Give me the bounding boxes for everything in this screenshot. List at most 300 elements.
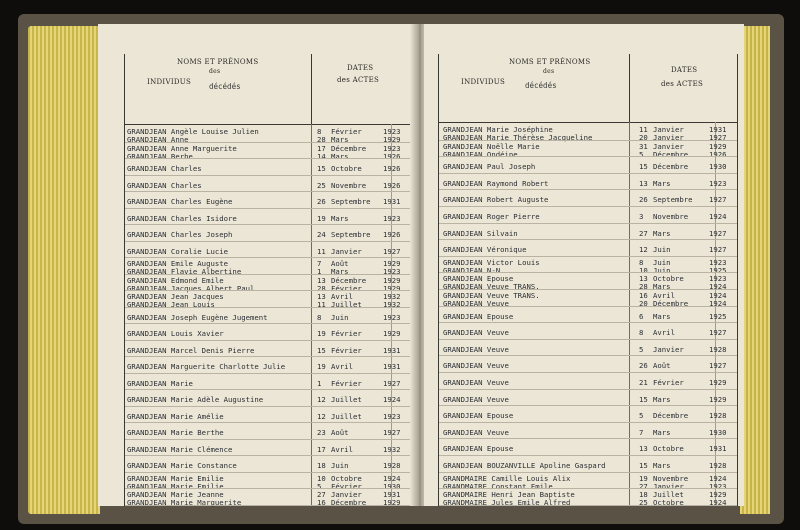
entry-year: 1931 <box>383 197 401 206</box>
register-entry <box>125 423 411 440</box>
entry-day: 7 <box>317 259 322 268</box>
entry-year: 1929 <box>383 283 401 293</box>
register-entry <box>125 159 411 176</box>
dates-header: DATES <box>671 66 698 74</box>
entry-month: Janvier <box>331 246 362 256</box>
entry-day: 15 <box>317 164 326 173</box>
entry-year: 1923 <box>709 257 727 267</box>
entry-name: GRANDJEAN Edmond Emile <box>127 275 224 285</box>
register-entry <box>125 341 411 358</box>
entry-month: Décembre <box>331 143 367 153</box>
entry-day: 8 <box>639 257 644 267</box>
register-entry <box>439 157 737 174</box>
entry-day: 19 <box>639 473 648 483</box>
register-entry <box>125 456 411 473</box>
register-entry <box>439 307 737 324</box>
entry-day: 5 <box>639 344 644 354</box>
entry-year: 1927 <box>709 245 727 255</box>
entry-month: Octobre <box>331 473 362 483</box>
entry-year: 1929 <box>709 141 727 151</box>
register-entry <box>439 373 737 390</box>
entry-month: Septembre <box>653 195 693 205</box>
entry-day: 26 <box>639 195 648 205</box>
entry-name: GRANDJEAN Marie Marguerite <box>127 498 242 507</box>
register-entry <box>439 489 737 506</box>
entry-day: 17 <box>317 444 326 454</box>
entry-month: Juin <box>331 461 349 470</box>
entry-name: GRANDJEAN Paul Joseph <box>443 162 536 172</box>
entry-month: Juin <box>331 312 349 322</box>
entry-name: GRANDJEAN Marie Berthe <box>127 428 224 437</box>
entry-year: 1924 <box>709 473 727 483</box>
entry-name: GRANDJEAN Veuve <box>443 299 509 308</box>
entry-month: Mars <box>653 228 671 238</box>
entry-month: Juillet <box>653 490 684 500</box>
entry-month: Juin <box>653 265 671 275</box>
entry-month: Avril <box>653 328 675 338</box>
entry-name: GRANDJEAN Veuve <box>443 378 509 387</box>
register-entry <box>125 407 411 424</box>
entry-name: GRANDJEAN Veuve TRANS. <box>443 282 540 292</box>
entry-year: 1923 <box>383 267 401 276</box>
register-entry <box>439 240 737 257</box>
entry-name: GRANDJEAN Marie Amélie <box>127 411 224 421</box>
entry-day: 15 <box>639 461 648 470</box>
left-page <box>98 24 416 506</box>
entry-year: 1929 <box>383 498 401 507</box>
register-entry <box>125 308 411 325</box>
entry-year: 1928 <box>383 461 401 470</box>
entry-day: 24 <box>317 230 326 239</box>
header-divider <box>311 54 312 124</box>
entry-day: 8 <box>317 127 322 136</box>
entry-day: 5 <box>639 149 644 159</box>
entry-month: Novembre <box>653 473 689 483</box>
dates-header: DATES <box>347 64 374 72</box>
entry-year: 1923 <box>383 143 401 153</box>
entry-name: GRANDJEAN Veuve <box>443 427 509 437</box>
entry-year: 1930 <box>709 162 727 172</box>
entry-year: 1923 <box>383 312 401 322</box>
entry-day: 28 <box>317 135 326 144</box>
register-entry <box>125 192 411 209</box>
entry-year: 1929 <box>709 394 727 404</box>
entry-month: Mars <box>331 135 349 144</box>
register-entry <box>125 374 411 391</box>
entry-month: Février <box>331 481 362 491</box>
page-stack-right <box>740 26 770 514</box>
entry-month: Décembre <box>653 162 689 172</box>
entry-name: GRANDJEAN Anne <box>127 135 189 144</box>
entry-day: 11 <box>639 125 648 134</box>
entry-month: Juillet <box>331 411 362 421</box>
entry-day: 13 <box>639 178 648 188</box>
register-entry <box>439 190 737 207</box>
entry-month: Août <box>331 259 349 268</box>
entry-day: 15 <box>639 162 648 172</box>
entry-year: 1929 <box>383 135 401 144</box>
entry-year: 1927 <box>383 378 401 388</box>
entry-day: 27 <box>639 481 648 491</box>
entry-name: GRANDJEAN Marie Thérèse Jacqueline <box>443 133 593 142</box>
entry-day: 16 <box>639 291 648 300</box>
register-entry <box>439 406 737 423</box>
entry-name: GRANDMAIRE Constant Emile <box>443 481 553 491</box>
register-entry <box>439 323 737 340</box>
entry-year: 1930 <box>709 427 727 437</box>
entry-day: 13 <box>317 292 326 301</box>
names-header-sub: des <box>543 68 555 75</box>
entry-year: 1926 <box>383 180 401 190</box>
entry-year: 1924 <box>383 473 401 483</box>
register-entry <box>125 176 411 193</box>
entry-name: GRANDJEAN Marie Jeanne <box>127 490 224 499</box>
entry-year: 1925 <box>709 265 727 275</box>
right-register-frame <box>438 54 738 506</box>
entry-month: Avril <box>653 291 675 300</box>
dates-header-sub: des ACTES <box>337 76 380 84</box>
entry-day: 18 <box>317 461 326 470</box>
entry-year: 1931 <box>709 125 727 134</box>
entry-month: Décembre <box>331 498 367 507</box>
entry-name: GRANDJEAN Marie Clémence <box>127 444 233 454</box>
entry-name: GRANDJEAN Robert Auguste <box>443 195 549 205</box>
entry-name: GRANDJEAN Raymond Robert <box>443 178 549 188</box>
entry-month: Décembre <box>653 149 689 159</box>
left-register-header <box>125 54 411 125</box>
entry-name: GRANDJEAN BOUZANVILLE Apoline Gaspard <box>443 461 606 470</box>
entry-name: GRANDJEAN Noëlle Marie <box>443 141 540 151</box>
entry-year: 1931 <box>709 444 727 454</box>
entry-year: 1924 <box>709 212 727 221</box>
entry-name: GRANDJEAN Veuve <box>443 361 509 371</box>
entry-month: Mars <box>653 178 671 188</box>
entry-year: 1928 <box>709 344 727 354</box>
register-entry <box>125 357 411 374</box>
entry-name: GRANDJEAN Louis Xavier <box>127 329 224 338</box>
row-rule <box>439 505 737 506</box>
entry-month: Avril <box>331 292 353 301</box>
register-entry <box>439 273 737 290</box>
entry-month: Mars <box>653 461 671 470</box>
entry-month: Mars <box>653 311 671 321</box>
row-rule <box>125 505 411 506</box>
entry-name: GRANDJEAN Epouse <box>443 411 514 421</box>
entry-name: GRANDJEAN Marie <box>127 378 193 388</box>
entry-year: 1931 <box>383 490 401 499</box>
entry-name: GRANDJEAN Ondéine <box>443 149 518 159</box>
entry-day: 8 <box>317 312 322 322</box>
entry-name: GRANDJEAN Jean Louis <box>127 300 215 309</box>
page-stack-left <box>28 26 100 514</box>
entry-month: Avril <box>331 362 353 371</box>
register-entry <box>439 174 737 191</box>
entry-month: Mars <box>331 267 349 276</box>
entry-month: Décembre <box>653 411 689 421</box>
entry-month: Décembre <box>653 299 689 308</box>
entry-year: 1923 <box>383 213 401 223</box>
register-entry <box>125 126 411 143</box>
entry-day: 31 <box>639 141 648 151</box>
entry-month: Juillet <box>331 300 362 309</box>
left-register-frame <box>124 54 412 506</box>
entry-name: GRANDJEAN Marie Joséphine <box>443 125 553 134</box>
entry-day: 19 <box>317 213 326 223</box>
entry-month: Juin <box>653 257 671 267</box>
entry-day: 15 <box>639 394 648 404</box>
entry-name: GRANDJEAN Victor Louis <box>443 257 540 267</box>
entry-name: GRANDJEAN Silvain <box>443 228 518 238</box>
register-entry <box>439 423 737 440</box>
entry-month: Janvier <box>653 141 684 151</box>
entry-year: 1931 <box>383 362 401 371</box>
entry-month: Mars <box>653 282 671 292</box>
entry-year: 1927 <box>709 361 727 371</box>
entry-name: GRANDJEAN Marie Emilie <box>127 481 224 491</box>
entry-name: GRANDJEAN Emile Auguste <box>127 259 229 268</box>
entry-day: 21 <box>639 378 648 387</box>
entry-name: GRANDJEAN Flavie Albertine <box>127 267 242 276</box>
entry-year: 1924 <box>709 498 727 508</box>
entry-year: 1923 <box>709 178 727 188</box>
entry-day: 17 <box>317 143 326 153</box>
dates-header-sub: des ACTES <box>661 80 704 88</box>
entry-day: 1 <box>317 267 322 276</box>
entry-day: 11 <box>317 246 326 256</box>
entry-year: 1932 <box>383 444 401 454</box>
entry-month: Octobre <box>653 274 684 284</box>
entry-year: 1925 <box>709 311 727 321</box>
entry-month: Février <box>331 329 362 338</box>
entry-day: 6 <box>639 311 644 321</box>
register-entry <box>439 439 737 456</box>
entry-month: Février <box>331 127 362 136</box>
register-entry <box>439 257 737 274</box>
entry-name: GRANDJEAN Roger Pierre <box>443 212 540 221</box>
entry-month: Avril <box>331 444 353 454</box>
entry-day: 28 <box>317 283 326 293</box>
entry-year: 1924 <box>383 395 401 404</box>
entry-year: 1931 <box>383 345 401 355</box>
entry-month: Mars <box>653 394 671 404</box>
entry-year: 1926 <box>383 164 401 173</box>
entry-name: GRANDJEAN Charles Isidore <box>127 213 237 223</box>
entry-name: GRANDJEAN Epouse <box>443 311 514 321</box>
register-entry <box>439 456 737 473</box>
register-entry <box>125 473 411 490</box>
register-entry <box>125 390 411 407</box>
entry-name: GRANDJEAN Charles Eugène <box>127 197 233 206</box>
entry-month: Mars <box>653 427 671 437</box>
entry-month: Septembre <box>331 197 371 206</box>
register-entry <box>125 258 411 275</box>
register-entry <box>439 124 737 141</box>
entry-day: 5 <box>639 411 644 421</box>
entry-day: 11 <box>317 300 326 309</box>
entry-day: 16 <box>317 498 326 507</box>
entry-day: 13 <box>317 275 326 285</box>
entry-day: 12 <box>317 395 326 404</box>
entry-year: 1923 <box>383 411 401 421</box>
entry-year: 1924 <box>709 299 727 308</box>
entry-name: GRANDMAIRE Henri Jean Baptiste <box>443 490 575 500</box>
entry-month: Mars <box>331 151 349 161</box>
entry-day: 28 <box>639 282 648 292</box>
register-entry <box>439 141 737 158</box>
names-header: NOMS ET PRÉNOMS <box>177 58 259 66</box>
entry-day: 12 <box>317 411 326 421</box>
entry-day: 14 <box>317 151 326 161</box>
entry-year: 1924 <box>709 291 727 300</box>
entry-name: GRANDJEAN Marguerite Charlotte Julie <box>127 362 286 371</box>
entry-name: GRANDJEAN Anne Marguerite <box>127 143 237 153</box>
entry-month: Janvier <box>653 133 684 142</box>
entry-month: Février <box>331 345 362 355</box>
entry-year: 1930 <box>383 481 401 491</box>
entry-year: 1929 <box>383 329 401 338</box>
register-entry <box>125 143 411 160</box>
entry-month: Février <box>653 378 684 387</box>
entry-month: Juin <box>653 245 671 255</box>
entry-year: 1929 <box>383 275 401 285</box>
entry-name: GRANDJEAN Veuve <box>443 328 509 338</box>
entry-year: 1926 <box>709 149 727 159</box>
entry-year: 1927 <box>383 428 401 437</box>
entry-year: 1926 <box>383 151 401 161</box>
entry-day: 5 <box>317 481 322 491</box>
entry-day: 12 <box>639 245 648 255</box>
entry-name: GRANDJEAN Marie Constance <box>127 461 237 470</box>
entry-month: Janvier <box>653 344 684 354</box>
register-entry <box>439 356 737 373</box>
entry-year: 1923 <box>383 127 401 136</box>
entry-name: GRANDJEAN Joseph Eugène Jugement <box>127 312 268 322</box>
entry-name: GRANDJEAN Berbe <box>127 151 193 161</box>
entry-month: Décembre <box>331 275 367 285</box>
entry-day: 15 <box>317 345 326 355</box>
entry-day: 25 <box>317 180 326 190</box>
entry-month: Août <box>653 361 671 371</box>
register-entry <box>125 275 411 292</box>
entry-year: 1929 <box>709 490 727 500</box>
entry-month: Février <box>331 378 362 388</box>
entry-year: 1924 <box>709 282 727 292</box>
right-register-header <box>439 54 737 123</box>
entry-name: GRANDJEAN Angèle Louise Julien <box>127 127 259 136</box>
right-page <box>424 24 744 506</box>
entry-day: 8 <box>639 328 644 338</box>
individus-label: INDIVIDUS <box>147 78 192 86</box>
register-entry <box>439 340 737 357</box>
entry-day: 20 <box>639 133 648 142</box>
entry-name: GRANDJEAN Charles <box>127 180 202 190</box>
entry-year: 1927 <box>709 133 727 142</box>
decedes-stamp: décédés <box>525 81 557 90</box>
entry-day: 3 <box>639 212 644 221</box>
entry-name: GRANDJEAN Jean Jacques <box>127 292 224 301</box>
entry-day: 18 <box>639 490 648 500</box>
register-entry <box>125 291 411 308</box>
register-entry <box>439 224 737 241</box>
entry-month: Novembre <box>331 180 367 190</box>
register-entry <box>125 489 411 506</box>
entry-year: 1923 <box>709 274 727 284</box>
entry-name: GRANDMAIRE Jules Emile Alfred <box>443 498 571 508</box>
entry-year: 1927 <box>709 328 727 338</box>
entry-month: Février <box>331 283 362 293</box>
entry-day: 25 <box>639 498 648 508</box>
entry-name: GRANDMAIRE Camille Louis Alix <box>443 473 571 483</box>
names-header-sub: des <box>209 68 221 75</box>
entry-day: 20 <box>639 299 648 308</box>
entry-month: Novembre <box>653 212 689 221</box>
entry-month: Mars <box>331 213 349 223</box>
decedes-stamp: décédés <box>209 82 241 91</box>
register-entry <box>125 440 411 457</box>
entry-month: Janvier <box>331 490 362 499</box>
entry-name: GRANDJEAN Veuve TRANS. <box>443 291 540 300</box>
register-entry <box>439 290 737 307</box>
entry-name: GRANDJEAN Charles <box>127 164 202 173</box>
entry-day: 27 <box>639 228 648 238</box>
register-entry <box>125 242 411 259</box>
entry-name: GRANDJEAN Marie Adèle Augustine <box>127 395 264 404</box>
register-entry <box>125 209 411 226</box>
entry-year: 1927 <box>383 246 401 256</box>
entry-day: 23 <box>317 428 326 437</box>
entry-name: GRANDJEAN Veuve <box>443 394 509 404</box>
entry-day: 19 <box>317 362 326 371</box>
entry-year: 1928 <box>709 461 727 470</box>
entry-day: 13 <box>639 444 648 454</box>
entry-year: 1932 <box>383 300 401 309</box>
entry-name: GRANDJEAN Véronique <box>443 245 527 255</box>
entry-month: Octobre <box>653 498 684 508</box>
entry-name: GRANDJEAN N-N <box>443 265 501 275</box>
register-entry <box>125 324 411 341</box>
entry-month: Octobre <box>331 164 362 173</box>
entry-name: GRANDJEAN Epouse <box>443 274 514 284</box>
entry-year: 1927 <box>709 195 727 205</box>
entry-month: Octobre <box>653 444 684 454</box>
entry-month: Janvier <box>653 481 684 491</box>
entry-day: 27 <box>317 490 326 499</box>
entry-year: 1932 <box>383 292 401 301</box>
entry-month: Septembre <box>331 230 371 239</box>
entry-name: GRANDJEAN Epouse <box>443 444 514 454</box>
entry-year: 1928 <box>709 411 727 421</box>
entry-year: 1929 <box>709 378 727 387</box>
entry-day: 10 <box>317 473 326 483</box>
entry-day: 26 <box>317 197 326 206</box>
entry-name: GRANDJEAN Marie Emilie <box>127 473 224 483</box>
entry-month: Juillet <box>331 395 362 404</box>
entry-name: GRANDJEAN Coralie Lucie <box>127 246 229 256</box>
names-header: NOMS ET PRÉNOMS <box>509 58 591 66</box>
entry-name: GRANDJEAN Marcel Denis Pierre <box>127 345 255 355</box>
individus-label: INDIVIDUS <box>461 78 506 86</box>
register-entry <box>439 473 737 490</box>
entry-month: Août <box>331 428 349 437</box>
entry-day: 1 <box>317 378 322 388</box>
entry-year: 1926 <box>383 230 401 239</box>
header-divider <box>629 54 630 122</box>
register-entry <box>125 225 411 242</box>
entry-day: 10 <box>639 265 648 275</box>
entry-day: 26 <box>639 361 648 371</box>
entry-year: 1927 <box>709 228 727 238</box>
entry-day: 7 <box>639 427 644 437</box>
